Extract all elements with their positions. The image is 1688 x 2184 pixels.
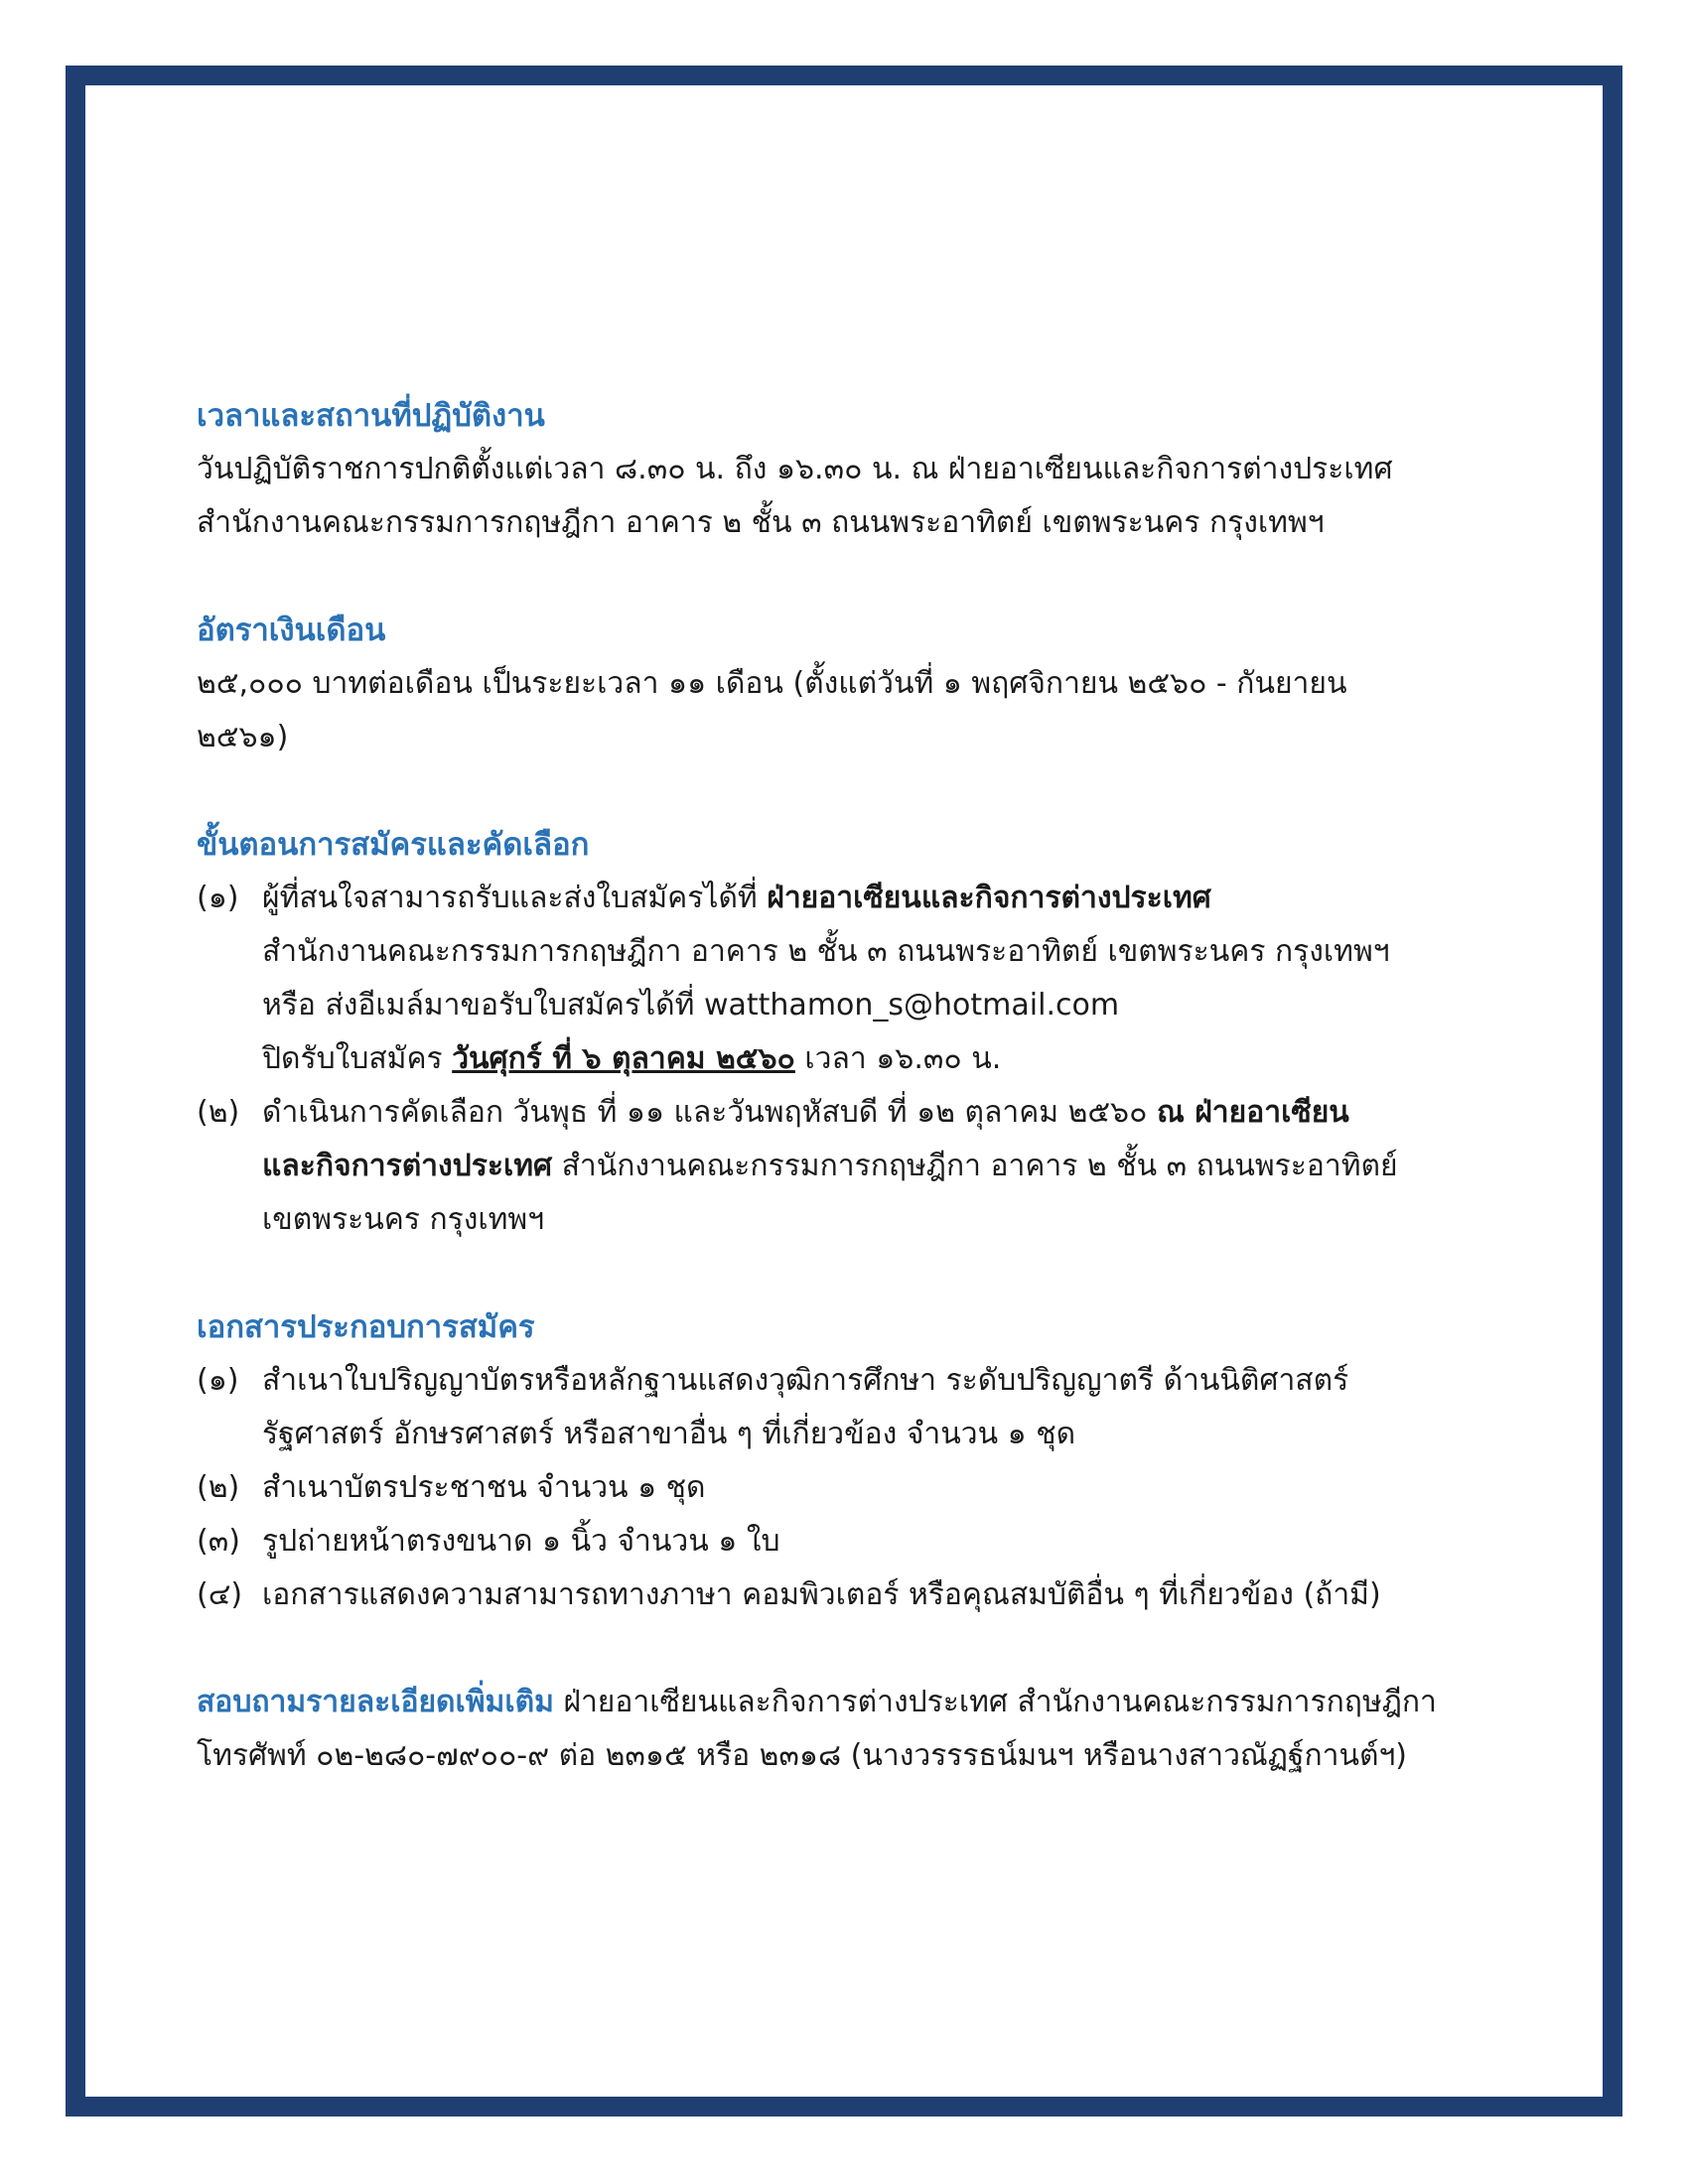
procedure-2-address: สำนักงานคณะกรรมการกฤษฎีกา อาคาร ๒ ชั้น ๓ ถนนพระอาทิตย์ bbox=[552, 1149, 1398, 1183]
section-documents bbox=[197, 1300, 1492, 1622]
procedure-1-deadline-date: วันศุกร์ ที่ ๖ ตุลาคม ๒๕๖๐ bbox=[452, 1041, 795, 1076]
inquiry-phone-line: โทรศัพท์ ๐๒-๒๘๐-๗๙๐๐-๙ ต่อ ๒๓๑๕ หรือ ๒๓๑๘ (นางวรรรธน์มนฯ หรือนางสาวณัฏฐ์กานต์ฯ) bbox=[197, 1738, 1407, 1773]
procedure-1-text: ผู้ที่สนใจสามารถรับและส่งใบสมัครได้ที่ bbox=[262, 881, 768, 915]
procedure-item-1 bbox=[197, 872, 1492, 1086]
document-body bbox=[197, 389, 1492, 1837]
procedure-1-office: ฝ่ายอาเซียนและกิจการต่างประเทศ bbox=[767, 881, 1211, 915]
document-item-2 bbox=[197, 1461, 1492, 1515]
inquiry-heading: สอบถามรายละเอียดเพิ่มเติม bbox=[197, 1685, 554, 1719]
procedure-2-district: เขตพระนคร กรุงเทพฯ bbox=[262, 1202, 545, 1237]
list-body bbox=[262, 872, 1492, 1086]
document-item-3 bbox=[197, 1515, 1492, 1569]
list-number: (๒) bbox=[197, 1470, 240, 1505]
inquiry-line-1: ฝ่ายอาเซียนและกิจการต่างประเทศ สำนักงานคณะกรรมการกฤษฎีกา bbox=[553, 1685, 1437, 1719]
work-time-heading: เวลาและสถานที่ปฏิบัติงาน bbox=[197, 398, 545, 434]
document-1-line-2: รัฐศาสตร์ อักษรศาสตร์ หรือสาขาอื่น ๆ ที่เกี่ยวข้อง จำนวน ๑ ชุด bbox=[262, 1417, 1076, 1451]
list-body bbox=[262, 1354, 1492, 1461]
procedure-1-address: สำนักงานคณะกรรมการกฤษฎีกา อาคาร ๒ ชั้น ๓ ถนนพระอาทิตย์ เขตพระนคร กรุงเทพฯ bbox=[262, 934, 1390, 969]
documents-heading: เอกสารประกอบการสมัคร bbox=[197, 1309, 535, 1345]
document-item-1 bbox=[197, 1354, 1492, 1461]
list-number: (๓) bbox=[197, 1524, 240, 1559]
procedure-1-deadline-time: เวลา ๑๖.๓๐ น. bbox=[794, 1041, 1002, 1076]
section-work-time bbox=[197, 389, 1492, 550]
document-3-text: รูปถ่ายหน้าตรงขนาด ๑ นิ้ว จำนวน ๑ ใบ bbox=[262, 1524, 780, 1559]
list-number: (๑) bbox=[197, 1363, 239, 1398]
procedure-2-text: ดำเนินการคัดเลือก วันพุธ ที่ ๑๑ และวันพฤหัสบดี ที่ ๑๒ ตุลาคม ๒๕๖๐ bbox=[262, 1095, 1157, 1130]
procedure-heading: ขั้นตอนการสมัครและคัดเลือก bbox=[197, 827, 590, 863]
section-procedure bbox=[197, 818, 1492, 1247]
salary-line-1: ๒๕,๐๐๐ บาทต่อเดือน เป็นระยะเวลา ๑๑ เดือน (ตั้งแต่วันที่ ๑ พฤศจิกายน ๒๕๖๐ - กันยายน bbox=[197, 666, 1347, 701]
section-inquiry bbox=[197, 1676, 1492, 1783]
list-number: (๒) bbox=[197, 1095, 240, 1130]
procedure-1-deadline-label: ปิดรับใบสมัคร bbox=[262, 1041, 453, 1076]
list-number: (๑) bbox=[197, 881, 239, 915]
procedure-item-2 bbox=[197, 1086, 1492, 1247]
list-number: (๔) bbox=[197, 1577, 243, 1612]
document-1-line-1: สำเนาใบปริญญาบัตรหรือหลักฐานแสดงวุฒิการศึกษา ระดับปริญญาตรี ด้านนิติศาสตร์ bbox=[262, 1363, 1349, 1398]
section-salary bbox=[197, 604, 1492, 764]
document-2-text: สำเนาบัตรประชาชน จำนวน ๑ ชุด bbox=[262, 1470, 706, 1505]
work-time-line-1: วันปฏิบัติราชการปกติตั้งแต่เวลา ๘.๓๐ น. ถึง ๑๖.๓๐ น. ณ ฝ่ายอาเซียนและกิจการต่างประเทศ bbox=[197, 452, 1393, 486]
document-4-text: เอกสารแสดงความสามารถทางภาษา คอมพิวเตอร์ หรือคุณสมบัติอื่น ๆ ที่เกี่ยวข้อง (ถ้ามี) bbox=[262, 1577, 1381, 1612]
salary-heading: อัตราเงินเดือน bbox=[197, 613, 386, 648]
procedure-1-email-line: หรือ ส่งอีเมล์มาขอรับใบสมัครได้ที่ watthamon_s@hotmail.com bbox=[262, 988, 1120, 1023]
list-body bbox=[262, 1086, 1492, 1247]
salary-line-2: ๒๕๖๑) bbox=[197, 720, 289, 754]
procedure-2-office-part1: ณ ฝ่ายอาเซียน bbox=[1156, 1095, 1349, 1130]
work-time-line-2: สำนักงานคณะกรรมการกฤษฎีกา อาคาร ๒ ชั้น ๓ ถนนพระอาทิตย์ เขตพระนคร กรุงเทพฯ bbox=[197, 505, 1325, 540]
procedure-2-office-part2: และกิจการต่างประเทศ bbox=[262, 1149, 553, 1183]
document-item-4 bbox=[197, 1569, 1492, 1622]
